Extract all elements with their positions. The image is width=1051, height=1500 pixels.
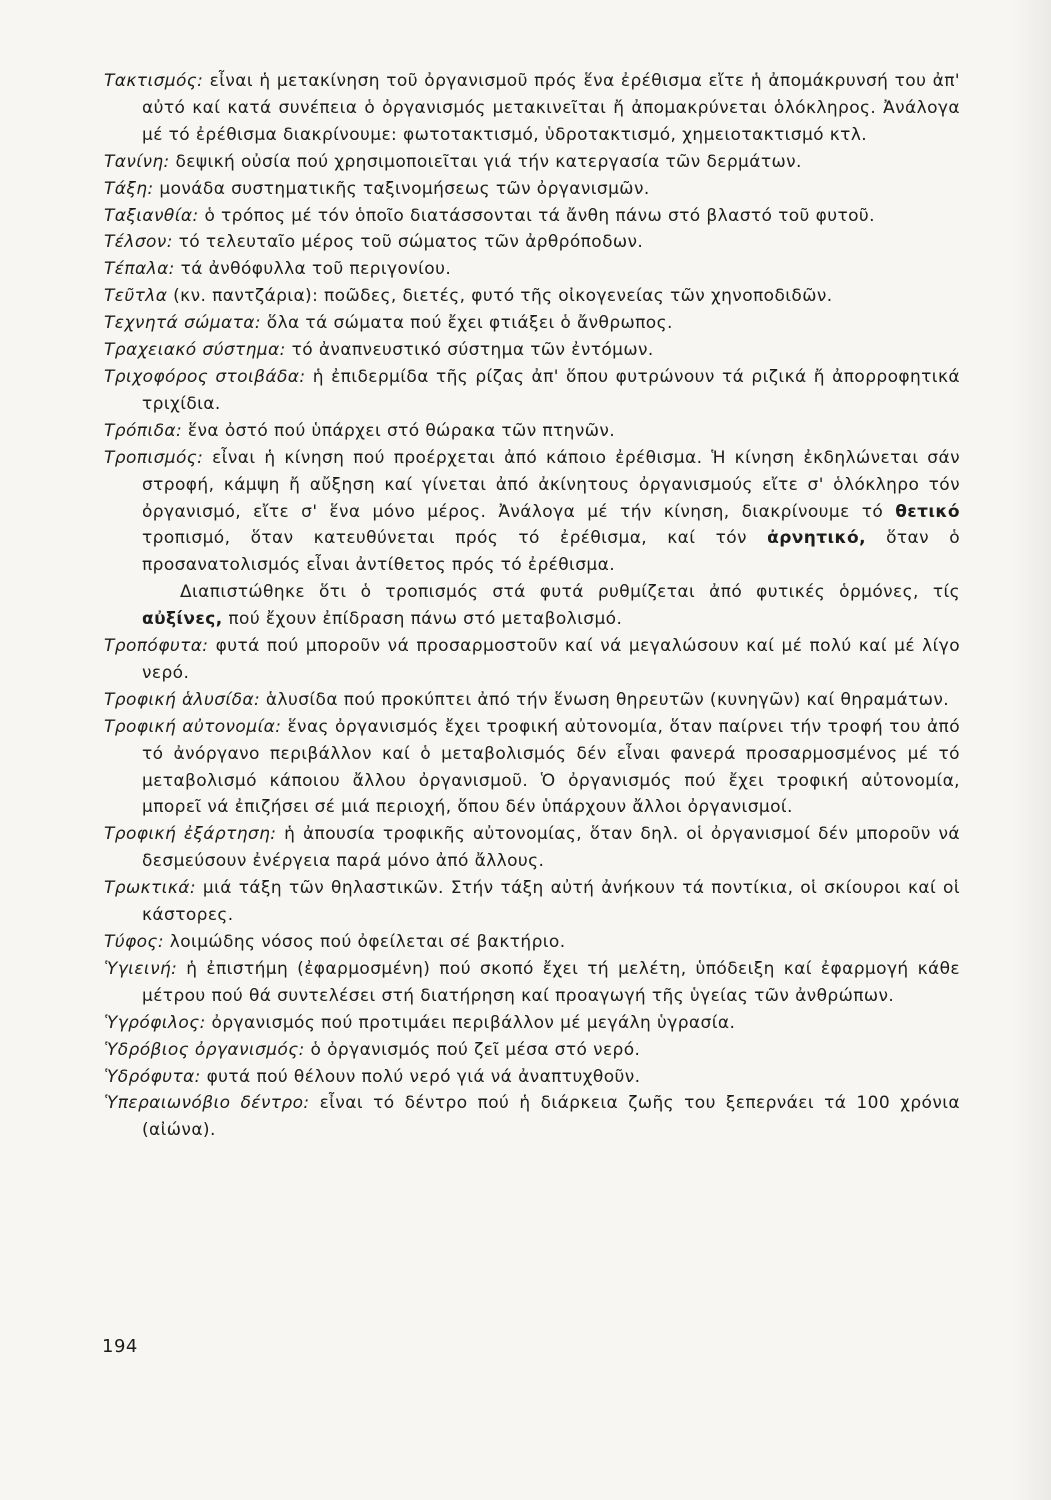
glossary-entry [104,687,960,714]
glossary-term: Τροφική ἐξάρτηση: [104,824,277,845]
glossary-entry [104,1064,960,1091]
glossary-entry [104,1010,960,1037]
glossary-entry [104,929,960,956]
glossary-entry [104,283,960,310]
glossary-definition: ἡ ἐπιδερμίδα τῆς ρίζας ἀπ' ὅπου φυτρώνουν τά ριζικά ἤ ἀπορροφητικά τριχίδια. [142,366,960,414]
glossary-entry [104,1090,960,1144]
glossary-entry [104,310,960,337]
glossary-entry [104,203,960,230]
glossary-entry [104,714,960,822]
glossary-entry [104,633,960,687]
glossary-definition-cont: ὅταν ὁ προσανατολισμός εἶναι ἀντίθετος πρός τό ἐρέθισμα. [142,528,961,576]
glossary-term: Τρωκτικά: [104,878,196,899]
glossary-definition: ὀργανισμός πού προτιμάει περιβάλλον μέ μεγάλη ὑγρασία. [211,1012,736,1033]
glossary-entry [104,229,960,256]
glossary-definition: φυτά πού μποροῦν νά προσαρμοστοῦν καί νά μεγαλώσουν καί μέ πολύ καί μέ λίγο νερό. [142,636,961,683]
glossary-term: Ταξιανθία: [104,205,199,226]
glossary-definition: τό τελευταῖο μέρος τοῦ σώματος τῶν ἀρθρόποδων. [178,232,644,253]
glossary-definition: δεψική οὐσία πού χρησιμοποιεῖται γιά τήν κατεργασία τῶν δερμάτων. [175,151,802,172]
glossary-definition: τό ἀναπνευστικό σύστημα τῶν ἐντόμων. [291,340,654,361]
glossary-entry-tropismos [104,445,960,633]
glossary-term: Ὑδρόβιος ὀργανισμός: [104,1039,305,1060]
glossary-definition: μιά τάξη τῶν θηλαστικῶν. Στήν τάξη αὐτή ἀνήκουν τά ποντίκια, οἱ σκίουροι καί οἱ κάστορες. [142,878,960,926]
glossary-definition-cont: τροπισμό, ὅταν κατευθύνεται πρός τό ἐρέθισμα, καί τόν [142,528,747,549]
glossary-term: Τάξη: [104,178,154,199]
glossary-entry [104,68,960,149]
subparagraph-text: Διαπιστώθηκε ὅτι ὁ τροπισμός στά φυτά ρυθμίζεται ἀπό φυτικές ὁρμόνες, τίς [180,582,960,603]
glossary-definition: μονάδα συστηματικῆς ταξινομήσεως τῶν ὀργανισμῶν. [159,178,650,199]
glossary-definition: ἕνας ὀργανισμός ἔχει τροφική αὐτονομία, ὅταν παίρνει τήν τροφή του ἀπό τό ἀνόργανο περιβάλλον καί ὁ μεταβολισμός δέν εἶναι φανερά προσαρμοσμένος μέ τό μεταβολισμό κάποιου ἄλλου ὀργανισμοῦ. Ὁ ὀργανισμός πού ἔχει τροφική αὐτονομία, μπορεῖ νά ἐπιζήσει σέ μιά περιοχή, ὅπου δέν ὑπάρχουν ἄλλοι ὀργανισμοί. [142,716,960,818]
glossary-definition: (κν. παντζάρια): ποῶδες, διετές, φυτό τῆς οἰκογενείας τῶν χηνοποδιδῶν. [173,286,833,307]
glossary-term: Ὑδρόφυτα: [104,1066,201,1087]
glossary-term: Τροφική αὐτονομία: [104,716,282,737]
page-edge-shadow [1011,0,1051,1500]
glossary-entry [104,256,960,283]
glossary-entry [104,875,960,929]
glossary-definition: ἡ ἀπουσία τροφικῆς αὐτονομίας, ὅταν δηλ. οἱ ὀργανισμοί δέν μποροῦν νά δεσμεύσουν ἐνέργεια παρά μόνο ἀπό ἄλλους. [142,824,960,872]
glossary-term: Τακτισμός: [104,71,204,91]
glossary-definition: φυτά πού θέλουν πολύ νερό γιά νά ἀναπτυχθοῦν. [206,1066,641,1087]
glossary-definition: ἡ ἐπιστήμη (ἐφαρμοσμένη) πού σκοπό ἔχει τή μελέτη, ὑπόδειξη καί ἐφαρμογή κάθε μέτρου πού θά συντελέσει στή διατήρηση καί προαγωγή τῆς ὑγείας τῶν ἀνθρώπων. [142,958,960,1006]
glossary-definition: ἁλυσίδα πού προκύπτει ἀπό τήν ἕνωση θηρευτῶν (κυνηγῶν) καί θηραμάτων. [265,689,950,710]
glossary-term: Τέπαλα: [104,259,175,280]
glossary-definition: ἕνα ὀστό πού ὑπάρχει στό θώρακα τῶν πτηνῶν. [187,420,616,441]
glossary-entry [104,364,960,418]
glossary-definition: τά ἀνθόφυλλα τοῦ περιγονίου. [180,259,452,280]
glossary-term: Τροπόφυτα: [104,636,209,657]
page-number: 194 [102,1336,138,1357]
glossary-term: Ὑπεραιωνόβιο δέντρο: [104,1093,310,1114]
glossary-definition: εἶναι ἡ μετακίνηση τοῦ ὀργανισμοῦ πρός ἕνα ἐρέθισμα εἴτε ἡ ἀπομάκρυνσή του ἀπ' αὐτό καί κατά συνέπεια ὁ ὀργανισμός μετακινεῖται ἤ ἀπομακρύνεται ὁλόκληρος. Ἀνάλογα μέ τό ἐρέθισμα διακρίνουμε: φωτοτακτισμό, ὑδροτακτισμό, χημειοτακτισμό κτλ. [142,71,960,145]
glossary-term: Τρόπιδα: [104,420,183,441]
glossary-definition: εἶναι ἡ κίνηση πού προέρχεται ἀπό κάποιο ἐρέθισμα. Ἡ κίνηση ἐκδηλώνεται σάν στροφή, κάμψη ἤ αὔξηση καί γίνεται ἀπό ἀκίνητους ὀργανισμούς εἴτε σ' ὁλόκληρο τόν ὀργανισμό, εἴτε σ' ἕνα μόνο μέρος. Ἀνάλογα μέ τήν κίνηση, διακρίνουμε τό [142,447,960,522]
glossary-term: Τεῦτλα [104,286,168,307]
glossary-definition: ὁ τρόπος μέ τόν ὁποῖο διατάσσονται τά ἄνθη πάνω στό βλαστό τοῦ φυτοῦ. [204,205,875,226]
bold-term-negative: ἀρνητικό, [767,528,866,549]
glossary-definition: ὅλα τά σώματα πού ἔχει φτιάξει ὁ ἄνθρωπος. [266,313,673,334]
glossary-term: Τεχνητά σώματα: [104,313,261,334]
glossary-term: Τροφική ἁλυσίδα: [104,689,261,710]
glossary-entry [104,956,960,1010]
glossary-term: Τριχοφόρος στοιβάδα: [104,366,306,387]
glossary-definition: λοιμώδης νόσος πού ὀφείλεται σέ βακτήριο. [169,932,566,952]
glossary-entry [104,1037,960,1064]
glossary-term: Ὑγρόφιλος: [104,1012,206,1033]
glossary-entry [104,821,960,875]
glossary-term: Τραχειακό σύστημα: [104,340,286,361]
glossary-entry [104,337,960,364]
glossary-entry [104,149,960,176]
bold-term-positive: θετικό [895,501,960,522]
glossary-term: Ὑγιεινή: [104,958,178,979]
glossary [104,68,960,1144]
glossary-term: Τανίνη: [104,151,170,172]
bold-term-auxins: αὐξίνες, [142,609,223,630]
glossary-definition: ὁ ὀργανισμός πού ζεῖ μέσα στό νερό. [310,1039,641,1060]
subparagraph-text-cont: πού ἔχουν ἐπίδραση πάνω στό μεταβολισμό. [228,609,623,630]
glossary-definition: εἶναι τό δέντρο πού ἡ διάρκεια ζωῆς του ξεπερνάει τά 100 χρόνια (αἰώνα). [142,1093,960,1141]
glossary-term: Τύφος: [104,932,164,952]
glossary-entry [104,176,960,203]
glossary-term: Τέλσον: [104,232,173,253]
glossary-term: Τροπισμός: [104,447,204,468]
glossary-entry [104,418,960,445]
glossary-subparagraph [142,579,960,633]
